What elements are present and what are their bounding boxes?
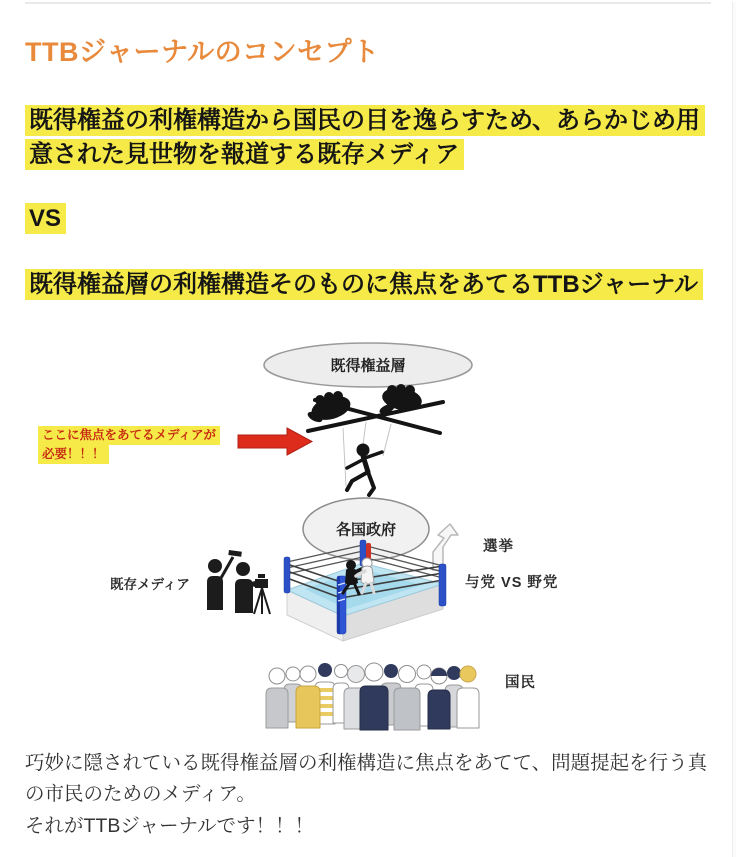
focus-note xyxy=(38,426,220,464)
outro-sentence1: 巧妙に隠されている既得権益層の利権構造に焦点をあてて、問題提起を行う真の市民のためのメディア。 xyxy=(25,751,708,806)
statement-ttb xyxy=(25,268,711,302)
page-title: TTBジャーナルのコンセプト xyxy=(25,37,380,67)
media-crew-icon xyxy=(207,550,270,614)
page xyxy=(0,2,736,857)
vs-label: VS xyxy=(25,203,66,234)
statement-existing-media-highlight: 既得権益の利権構造から国民の目を逸らすため、あらかじめ用意された見世物を報道する既存メディア xyxy=(25,105,705,170)
statement-ttb-highlight: 既得権益層の利権構造そのものに焦点をあてるTTBジャーナル xyxy=(25,269,703,300)
outro-paragraph xyxy=(25,748,711,843)
concept-diagram xyxy=(25,338,711,738)
outro-sentence2: それがTTBジャーナルです！！！ xyxy=(25,814,314,837)
article-content xyxy=(25,2,711,842)
marionette-icon xyxy=(343,422,391,495)
window-right-edge xyxy=(732,2,736,857)
vested-interests-label: 既得権益層 xyxy=(330,357,406,375)
puppeteer-hands-icon xyxy=(306,384,443,433)
citizens-label: 国民 xyxy=(505,674,536,691)
focus-note-line1: ここに焦点をあてるメディアが xyxy=(38,426,220,445)
vs-row xyxy=(25,202,711,236)
election-label: 選挙 xyxy=(483,538,514,555)
red-arrow-icon xyxy=(238,428,312,455)
election-arrow-icon xyxy=(433,524,458,570)
statement-existing-media xyxy=(25,104,711,172)
focus-note-line2: 必要！！！ xyxy=(38,445,109,464)
parties-label: 与党 VS 野党 xyxy=(465,574,559,591)
governments-label: 各国政府 xyxy=(335,521,397,539)
boxing-ring-icon xyxy=(284,540,446,641)
existing-media-label: 既存メディア xyxy=(110,576,190,592)
crowd-icon xyxy=(266,663,479,730)
